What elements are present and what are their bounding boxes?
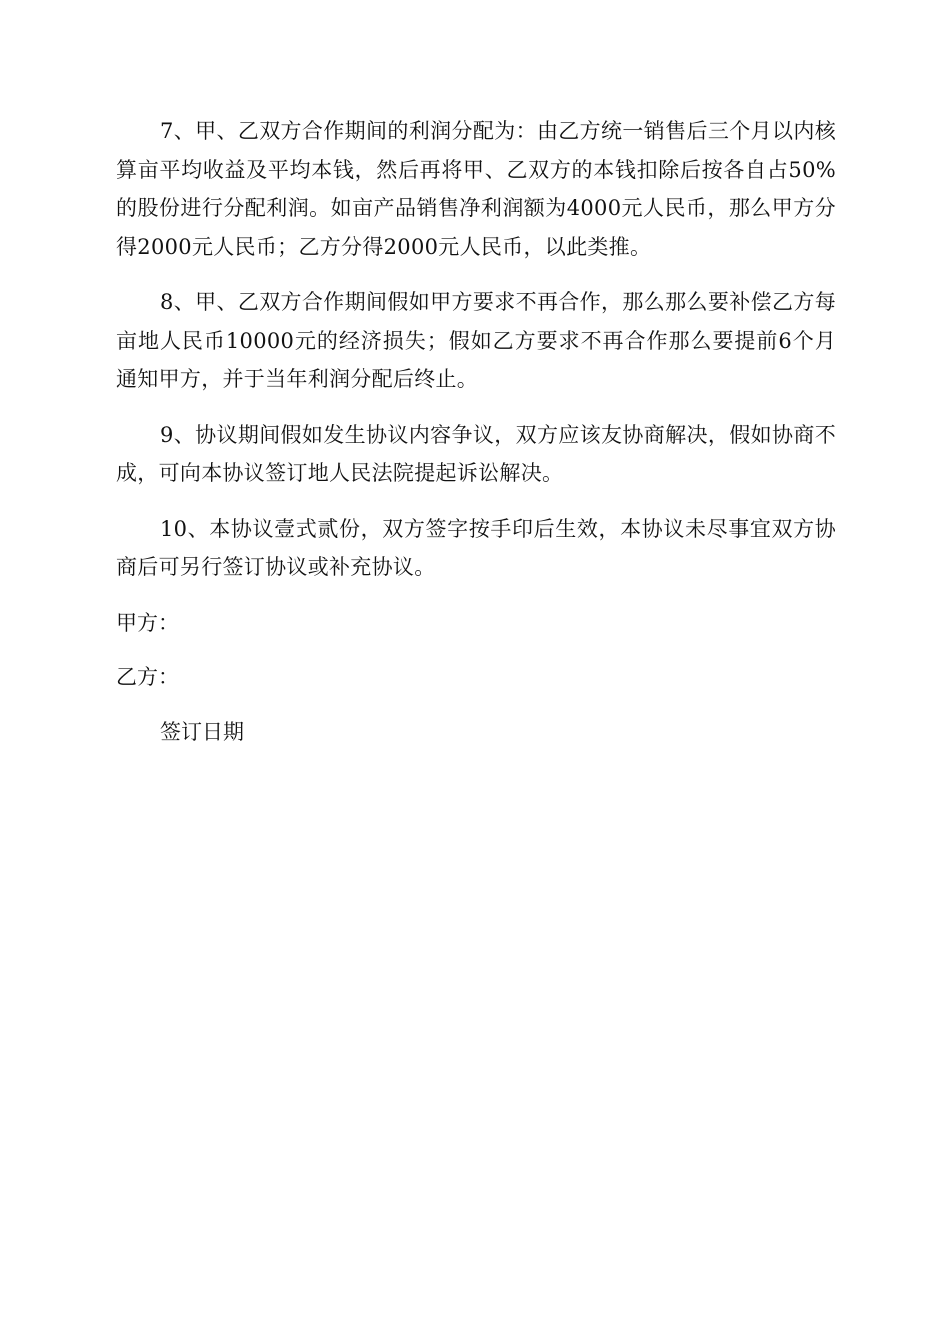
clause-7: 7、甲、乙双方合作期间的利润分配为：由乙方统一销售后三个月以内核算亩平均收益及平均本钱，然后再将甲、乙双方的本钱扣除后按各自占50%的股份进行分配利润。如亩产品销售净利润额为4000元人民币，那么甲方分得2000元人民币；乙方分得2000元人民币，以此类推。 xyxy=(116,119,836,259)
clause-9: 9、协议期间假如发生协议内容争议，双方应该友协商解决，假如协商不成，可向本协议签订地人民法院提起诉讼解决。 xyxy=(116,422,836,485)
signing-date-label: 签订日期 xyxy=(160,719,244,744)
clause-8: 8、甲、乙双方合作期间假如甲方要求不再合作，那么那么要补偿乙方每亩地人民币10000元的经济损失；假如乙方要求不再合作那么要提前6个月通知甲方，并于当年利润分配后终止。 xyxy=(116,290,836,391)
party-b-label: 乙方： xyxy=(116,665,179,689)
party-a-label: 甲方： xyxy=(116,610,179,635)
clause-10: 10、本协议壹式贰份，双方签字按手印后生效，本协议未尽事宜双方协商后可另行签订协议或补充协议。 xyxy=(116,516,836,579)
document-body xyxy=(116,112,836,751)
